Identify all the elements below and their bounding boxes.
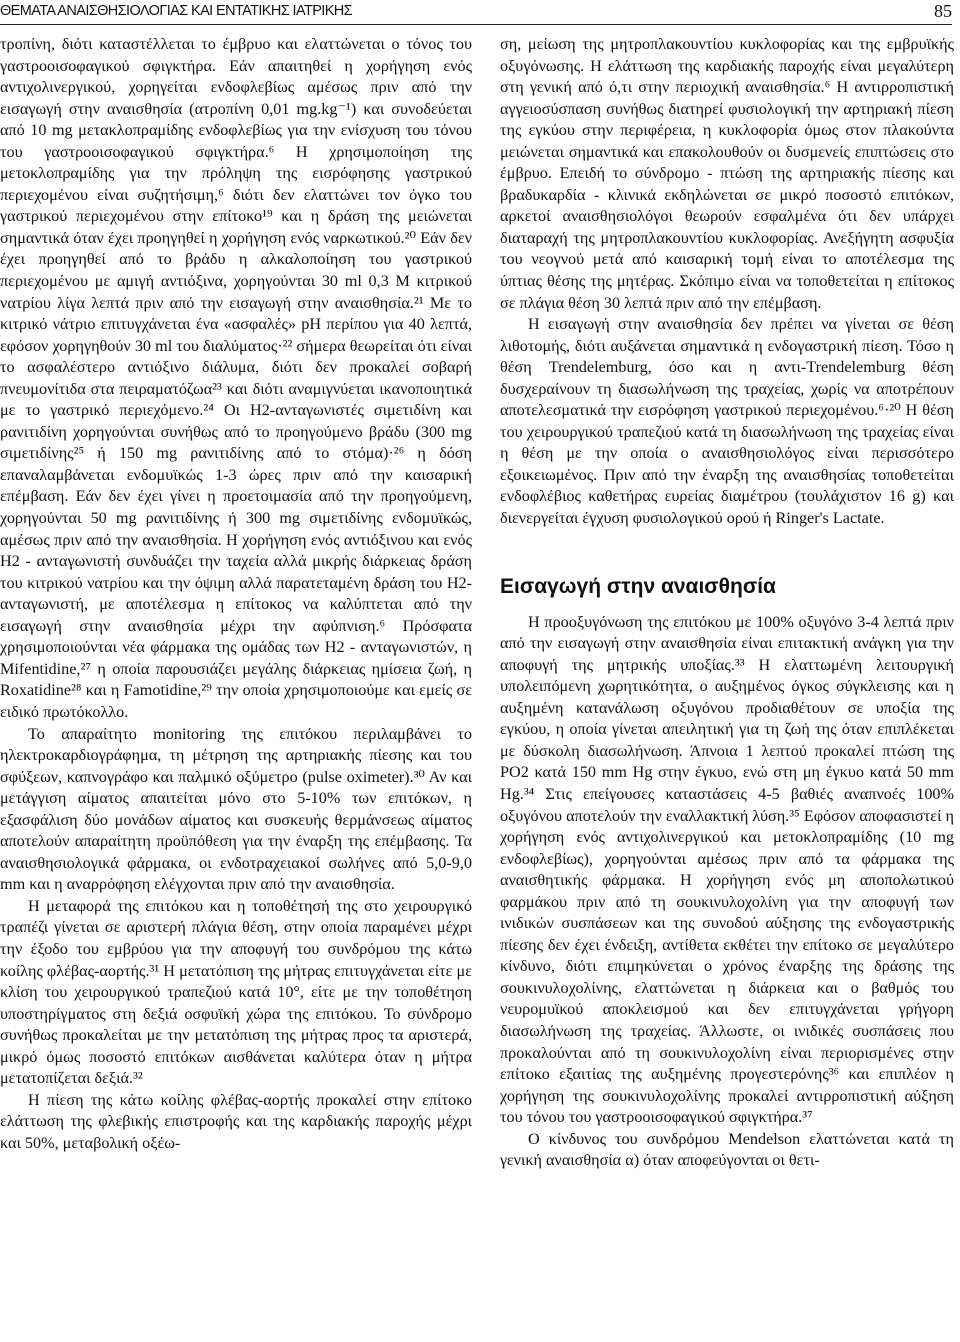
paragraph: ση, μείωση της μητροπλακουντίου κυκλοφορίας και της εμβρυϊκής οξυγόνωσης. Η ελάττωση της καρδιακής παροχής είναι μεγαλύτερη στη γενική από ό,τι στην περιοχική αναισθησία.⁶ Η αντιρροπιστική αγγειοσύσπαση συνήθως διατηρεί φυσιολογική την αρτηριακή πίεση της εγκύου στην περιφέρεια, η κυκλοφορία όμως στον πλακούντα μειώνεται σημαντικά και επακολουθούν οι δυσμενείς επιπτώσεις στο έμβρυο. Επειδή το σύνδρομο - πτώση της αρτηριακής πίεσης και βραδυκαρδία - κλινικά εκδηλώνεται σε μικρό ποσοστό επιτόκων, αρκετοί αναισθησιολόγοι θεωρούν εσφαλμένα ότι δεν υπάρχει διαταραχή της μητροπλακουντίου κυκλοφορίας. Ανεξήγητη ασφυξία του νεογνού μετά από καισαρική τομή είναι το αποτέλεσμα της ύπτιας θέσης της μητέρας. Σκόπιμο είναι να τοποθετείται η επίτοκος σε πλάγια θέση 30 λεπτά πριν από την επέμβαση. <box>500 35 954 312</box>
page-number: 85 <box>934 1 952 21</box>
paragraph: Η πίεση της κάτω κοίλης φλέβας-αορτής προκαλεί στην επίτοκο ελάττωση της φλεβικής επιστροφής και της καρδιακής παροχής μέχρι και 50%, μεταβολική οξέω- <box>0 1090 472 1152</box>
paragraph: Το απαραίτητο monitoring της επιτόκου περιλαμβάνει το ηλεκτροκαρδιογράφημα, τη μέτρηση της αρτηριακής πίεσης και του σφύξεων, καπνογράφο και παλμικό οξύμετρο (pulse oximeter).³⁰ Αν και μετάγγιση αίματος απαιτείται μόνο στο 5-10% των επιτόκων, η εξασφάλιση δύο μονάδων αίματος και συσκευής θερμάνσεως αίματος αποτελούν απαραίτητη προϋπόθεση για την έναρξη της επέμβασης. Τα αναισθησιολογικά φάρμακα, οι ενδοτραχειακοί σωλήνες από 5,0-9,0 mm και η αναρρόφηση ελέγχονται πριν από την αναισθησία. <box>0 724 472 894</box>
journal-title: ΘΕΜΑΤΑ ΑΝΑΙΣΘΗΣΙΟΛΟΓΙΑΣ ΚΑΙ ΕΝΤΑΤΙΚΗΣ ΙΑΤΡΙΚΗΣ <box>0 3 353 19</box>
paragraph: Η εισαγωγή στην αναισθησία δεν πρέπει να γίνεται σε θέση λιθοτομής, διότι αυξάνεται σημαντικά η ενδογαστρική πίεση. Τόσο η θέση Trendelemburg, όσο και η αντι-Trendelemburg θέση δυσχεραίνουν τη διασωλήνωση της τραχείας, χωρίς να αποτρέπουν αποτελεσματικά την εισρόφηση γαστρικού περιεχομένου.⁶·²⁰ Η θέση του χειρουργικού τραπεζιού κατά τη διασωλήνωση της τραχείας είναι η θέση με την οποία ο αναισθησιολόγος είναι περισσότερο εξοικειωμένος. Πριν από την έναρξη της αναισθησίας τοποθετείται ενδοφλέβιος καθετήρας ευρείας διαμέτρου (τουλάχιστον 16 g) και διενεργείται έγχυση φυσιολογικού ορού ή Ringer's Lactate. <box>500 315 954 528</box>
paragraph: τροπίνη, διότι καταστέλλεται το έμβρυο και ελαττώνεται ο τόνος του γαστροοισοφαγικού σφιγκτήρα. Εάν απαιτηθεί η χορήγηση ενός αντιχολινεργικού, χορηγείται ενδοφλεβίως αμέσως πριν από την εισαγωγή στην αναισθησία (ατροπίνη 0,01 mg.kg⁻¹) και συνοδεύεται από 10 mg μετακλοπραμίδης ενδοφλεβίως για την ενίσχυση του τόνου του γαστροοισοφαγικού σφιγκτήρα.⁶ Η χρησιμοποίηση της μετοκλοπραμίδης για την πρόληψη της εισρόφησης γαστρικού περιεχομένου είναι συζητήσιμη,⁶ διότι δεν ελαττώνει τον όγκο του γαστρικού περιεχομένου στην επίτοκο¹⁹ και η δράση της μειώνεται σημαντικά όταν έχει προηγηθεί η χορήγηση ενός ναρκωτικού.²⁰ Εάν δεν έχει προηγηθεί από το βράδυ η αλκαλοποίηση του γαστρικού περιεχομένου με αμιγή αντιόξινα, χορηγούνται 30 ml 0,3 Μ κιτρικού νατρίου λίγα λεπτά πριν από την εισαγωγή στην αναισθησία.²¹ Με το κιτρικό νάτριο επιτυγχάνεται ένα «ασφαλές» pH περίπου για 40 λεπτά, εφόσον χορηγηθούν 30 ml του διαλύματος·²² σήμερα θεωρείται ότι είναι το ασφαλέστερο αντιόξινο διάλυμα, διότι δεν προκαλεί σοβαρή πνευμονίτιδα στα πειραματόζωα²³ και διότι αναμιγνύεται ικανοποιητικά με το γαστρικό περιεχόμενο.²⁴ Οι Η2-ανταγωνιστές σιμετιδίνη και ρανιτιδίνη χορηγούνται συνήθως από το προηγούμενο βράδυ (300 mg σιμετιδίνης²⁵ ή 150 mg ρανιτιδίνης από το στόμα)·²⁶ η δόση επαναλαμβάνεται ενδομυϊκώς 1-3 ώρες πριν από την καισαρική επέμβαση. Εάν δεν έχει γίνει η προετοιμασία από την προηγούμενη, χορηγούνται 50 mg ρανιτιδίνης ή 300 mg σιμετιδίνης ενδομυϊκώς, αμέσως πριν από την αναισθησία. Η χορήγηση ενός αντιόξινου και ενός Η2 - ανταγωνιστή συνδυάζει την ταχεία αλλά μικρής διάρκειας δράση του κιτρικού νατρίου και την όψιμη αλλά παρατεταμένη δράση του Η2-ανταγωνιστή, με αποτέλεσμα η επίτοκος να καλύπτεται από την εισαγωγή στην αναισθησία μέχρι την αφύπνιση.⁶ Πρόσφατα χρησιμοποιούνται νέα φάρμακα της ομάδας των Η2 - ανταγωνιστών, η Mifentidine,²⁷ η οποία παρουσιάζει μεγάλης διάρκειας ημίσεια ζωή, η Roxatidine²⁸ και η Famotidine,²⁹ την οποία χρησιμοποιούμε και εμείς σε ειδικό πρωτόκολλο. <box>0 35 472 721</box>
running-header <box>0 0 952 25</box>
right-column <box>500 34 954 1172</box>
paragraph: Ο κίνδυνος του συνδρόμου Mendelson ελαττώνεται κατά τη γενική αναισθησία α) όταν αποφεύγονται οι θετι- <box>500 1129 954 1170</box>
paragraph: Η μεταφορά της επιτόκου και η τοποθέτησή της στο χειρουργικό τραπέζι γίνεται σε αριστερή πλάγια θέση, στην οποία παραμένει μέχρι την έξοδο του εμβρύου για την αποφυγή του συνδρόμου της κάτω κοίλης φλέβας-αορτής.³¹ Η μετατόπιση της μήτρας επιτυγχάνεται είτε με κλίση του χειρουργικού τραπεζιού κατά 10°, είτε με την τοποθέτηση υποστηρίγματος στη δεξιά οσφυϊκή χώρα της επιτόκου. Το σύνδρομο συνήθως προκαλείται με την μετατόπιση της μήτρας προς τα αριστερά, μικρό όμως ποσοστό επιτόκων αισθάνεται καλύτερα όταν η μήτρα μετατοπίζεται δεξιά.³² <box>0 896 472 1088</box>
paragraph: Η προοξυγόνωση της επιτόκου με 100% οξυγόνο 3-4 λεπτά πριν από την εισαγωγή στην αναισθησία είναι επιτακτική ανάγκη για την αποφυγή της μητρικής υποξίας.³³ Η ελαττωμένη λειτουργική υπολειπόμενη χωρητικότητα, ο αυξημένος όγκος σύγκλεισης και η αυξημένη κατανάλωση οξυγόνου προδιαθέτουν σε υποξία της εγκύου, η οποία γίνεται απειλητική για τη ζωή της όταν επιπλέκεται με δύσκολη διασωλήνωση. Άπνοια 1 λεπτού προκαλεί πτώση της PO2 κατά 150 mm Hg στην έγκυο, ενώ στη μη έγκυο κατά 50 mm Hg.³⁴ Στις επείγουσες καταστάσεις 4-5 βαθιές αναπνοές 100% οξυγόνου αποτελούν την εναλλακτική λύση.³⁵ Εφόσον αποφασιστεί η χορήγηση ενός αντιχολινεργικού και μετοκλοπραμίδης (10 mg ενδοφλεβίως), χορηγούνται αμέσως πριν από τα φάρμακα της αναισθητικής φάρμακα. Η χορήγηση ενός μη αποπολωτικού φαρμάκου πριν από τη σουκινυλοχολίνη για την αποφυγή των ινιδικών συσπάσεων και της συνοδού αύξησης της ενδογαστρικής πίεσης δεν έχει ένδειξη, αντίθετα εκθέτει την επίτοκο σε μεγαλύτερο κίνδυνο, διότι επιμηκύνεται ο χρόνος έναρξης της δράσης της σουκινυλοχολίνης, ελαττώνεται η διάρκεια και ο βαθμός του νευρομυϊκού αποκλεισμού και δεν επιτυγχάνεται γρήγορη διασωλήνωση της τραχείας. Άλλωστε, οι ινιδικές συσπάσεις που προκαλούνται από τη σουκινυλοχολίνη είναι περιορισμένες στην επίτοκο εξαιτίας της αυξημένης προγεστερόνης³⁶ και επιπλέον η χορήγηση της σουκινυλοχολίνης προκαλεί αντιρροπιστική αύξηση του τόνου του γαστροοισοφαγικού σφιγκτήρα.³⁷ <box>500 612 954 1127</box>
section-heading: Εισαγωγή στην αναισθησία <box>500 574 776 598</box>
left-column <box>0 34 472 1154</box>
